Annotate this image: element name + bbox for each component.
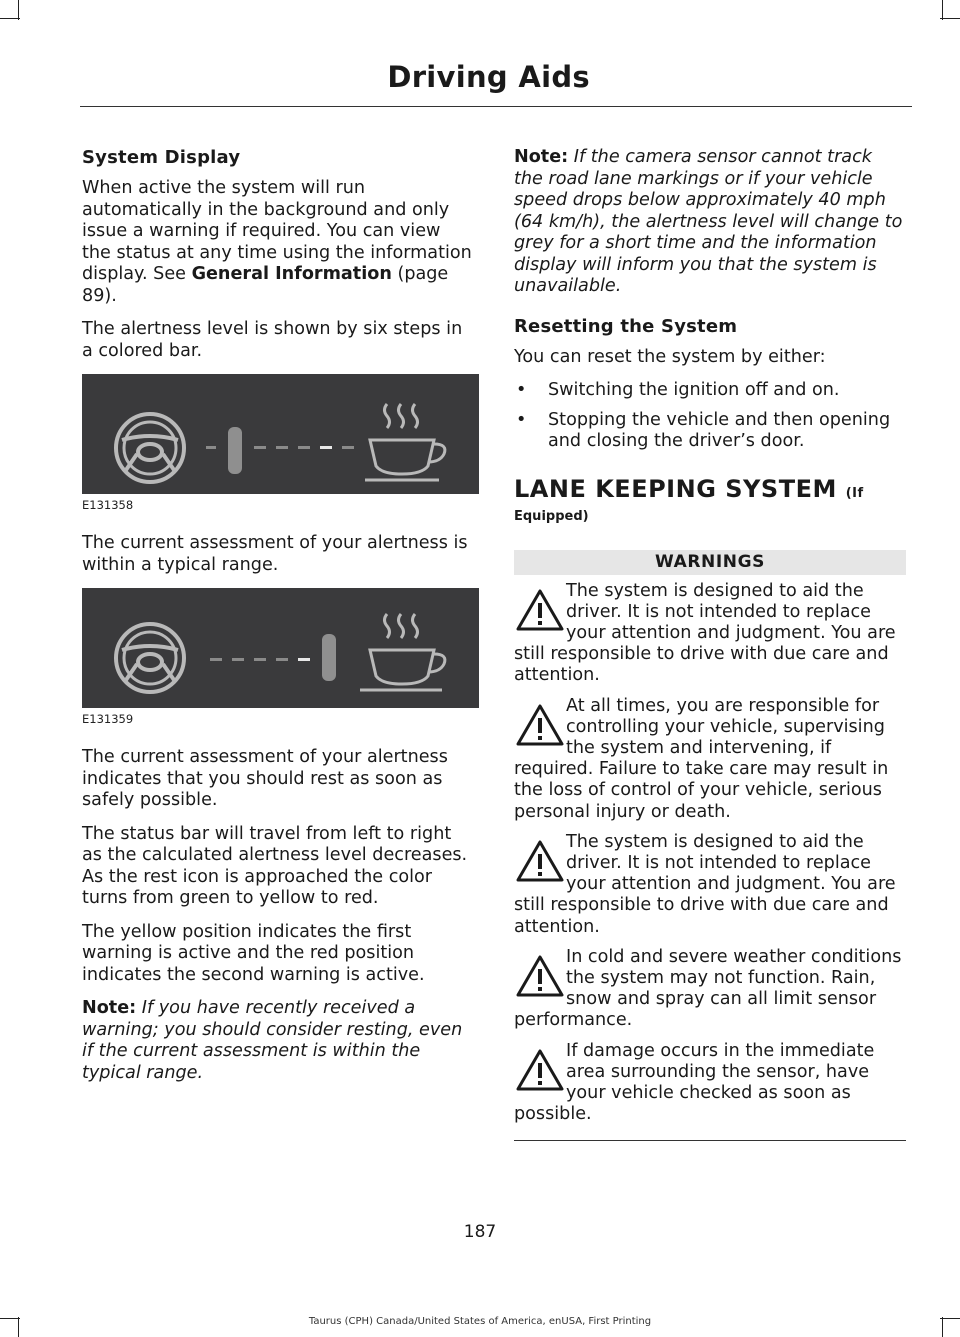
note-label: Note:	[82, 998, 137, 1018]
alertness-display-graphic	[82, 588, 479, 708]
warning-item	[514, 1041, 906, 1135]
cross-reference-link[interactable]: General Information	[191, 264, 392, 284]
paragraph: The status bar will travel from left to right as the calculated alertness level decreases. As the rest icon is approached the color turns from green to yellow to red.	[82, 823, 468, 908]
page-header-title: Driving Aids	[387, 60, 590, 94]
paragraph-text: When active the system will run automatically in the background and only issue a warning if required. You can view the status at any time using the information display. See	[82, 178, 472, 284]
figure-id: E131359	[82, 712, 134, 726]
bar-step	[276, 446, 288, 449]
alertness-display-graphic	[82, 374, 479, 494]
warning-item	[514, 581, 906, 696]
section-title-text: LANE KEEPING SYSTEM	[514, 474, 837, 503]
alertness-status-bar	[206, 427, 354, 474]
warning-text: At all times, you are responsible for controlling your vehicle, supervising the system and intervening, if required. Failure to take care may result in the loss of control of your vehicle, serious personal injury or death.	[514, 695, 889, 822]
bar-step	[298, 446, 310, 449]
section-title	[514, 475, 906, 503]
note-text: If the camera sensor cannot track the road lane markings or if your vehicle speed drops below approximately 40 mph (64 km/h), the alertness level will change to grey for a short time and the information display will inform you that the system is unavailable.	[514, 147, 903, 296]
bullet-glyph: •	[516, 380, 527, 400]
coffee-cup-icon	[360, 614, 445, 690]
warning-item	[514, 947, 906, 1041]
alertness-figure-2	[82, 588, 479, 708]
alertness-figure-1	[82, 374, 479, 494]
warning-triangle-icon	[514, 585, 566, 637]
bar-step	[232, 658, 244, 661]
steering-wheel-icon	[116, 414, 184, 482]
list-item	[514, 380, 906, 402]
bar-step	[210, 658, 222, 661]
warning-text: The system is designed to aid the driver. It is not intended to replace your attention and judgment. You are still responsible to drive with due care and attention.	[514, 580, 896, 686]
warning-triangle-icon	[514, 1045, 566, 1097]
paragraph: The yellow position indicates the first warning is active and the red position indicates the second warning is active.	[82, 921, 425, 985]
right-column	[514, 147, 906, 1141]
warning-text: The system is designed to aid the driver. It is not intended to replace your attention and judgment. You are still responsible to drive with due care and attention.	[514, 831, 896, 937]
note	[514, 147, 906, 298]
bar-step	[298, 658, 310, 661]
section-title-tag: (If	[845, 485, 864, 501]
alertness-status-bar	[210, 634, 336, 681]
steering-wheel-icon	[116, 624, 184, 692]
bar-indicator	[228, 427, 242, 474]
crop-mark	[18, 0, 19, 20]
warning-text: In cold and severe weather conditions the system may not function. Rain, snow and spray can all limit sensor performance.	[514, 946, 902, 1031]
crop-mark	[942, 0, 943, 20]
warnings-header: WARNINGS	[514, 550, 906, 575]
bullet-list	[514, 380, 906, 453]
page-footer: Taurus (CPH) Canada/United States of America, enUSA, First Printing	[308, 1316, 652, 1327]
warning-triangle-icon	[514, 700, 566, 752]
note-label: Note:	[514, 147, 569, 167]
bullet-glyph: •	[516, 409, 527, 430]
crop-mark	[0, 18, 20, 19]
coffee-cup-icon	[365, 404, 445, 480]
warning-item	[514, 696, 906, 832]
list-item-text: Switching the ignition off and on.	[548, 380, 840, 400]
paragraph: You can reset the system by either:	[514, 346, 826, 367]
paragraph	[82, 178, 474, 307]
bar-step	[342, 446, 354, 449]
paragraph: The current assessment of your alertness is within a typical range.	[82, 533, 468, 575]
list-item-text: Stopping the vehicle and then opening and closing the driver’s door.	[548, 409, 891, 451]
bar-step	[206, 446, 216, 449]
warning-triangle-icon	[514, 836, 566, 888]
header-rule	[80, 106, 912, 107]
crop-mark	[940, 18, 960, 19]
left-column	[82, 147, 474, 1096]
warning-triangle-icon	[514, 951, 566, 1003]
bar-step	[254, 658, 266, 661]
warning-text: If damage occurs in the immediate area surrounding the sensor, have your vehicle checked as soon as possible.	[514, 1040, 875, 1125]
bar-step	[276, 658, 288, 661]
figure-id: E131358	[82, 498, 134, 512]
section-heading: System Display	[82, 147, 241, 168]
section-heading: Resetting the System	[514, 315, 738, 337]
paragraph: The alertness level is shown by six steps in a colored bar.	[82, 319, 463, 361]
equipped-note: Equipped)	[514, 508, 589, 524]
page-number: 187	[463, 1222, 497, 1242]
page-reference: (page 89).	[82, 264, 449, 306]
paragraph: The current assessment of your alertness indicates that you should rest as soon as safely possible.	[82, 747, 448, 810]
list-item	[514, 410, 906, 453]
note	[82, 998, 474, 1084]
bar-indicator	[322, 634, 336, 681]
warning-item	[514, 832, 906, 947]
warnings-end-rule	[514, 1140, 906, 1141]
note-text: If you have recently received a warning; you should consider resting, even if the current assessment is within the typical range.	[82, 998, 463, 1083]
bar-step	[320, 446, 332, 449]
bar-step	[254, 446, 266, 449]
